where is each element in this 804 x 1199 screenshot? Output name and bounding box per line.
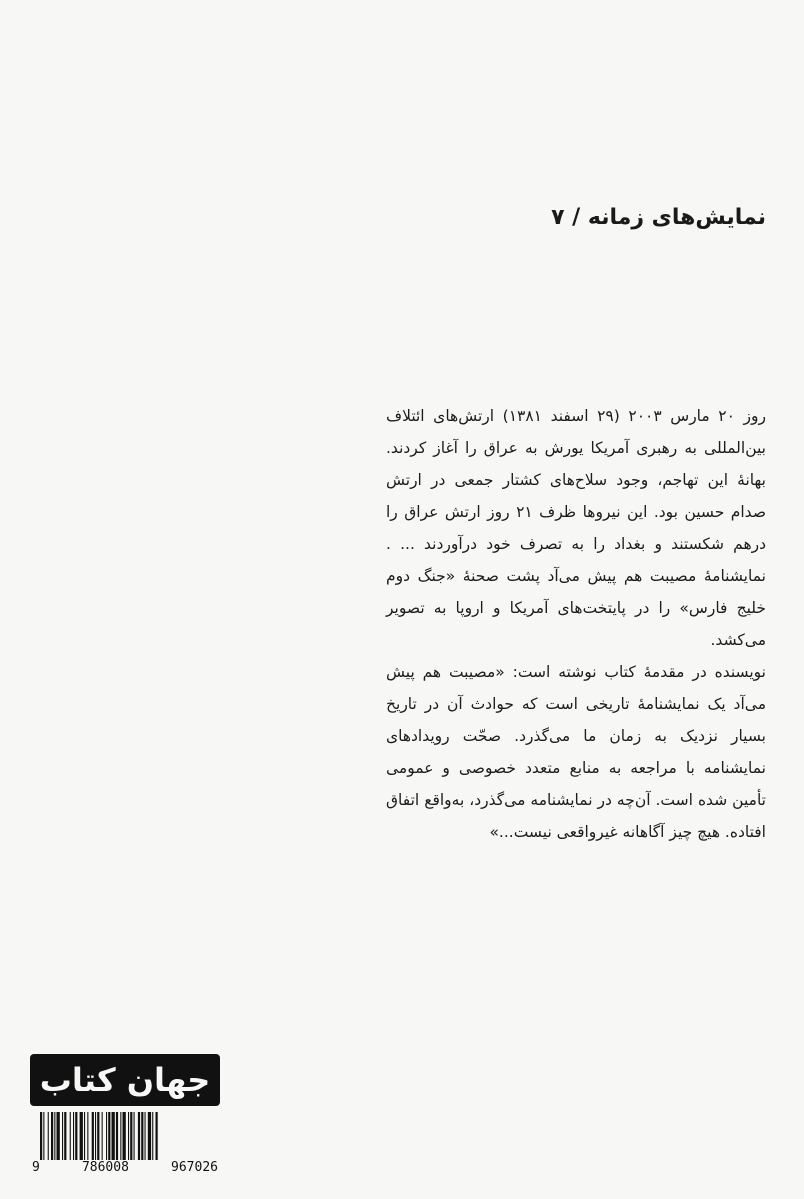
barcode-bar bbox=[70, 1112, 71, 1160]
barcode-bar bbox=[108, 1112, 110, 1160]
barcode-bar bbox=[128, 1112, 129, 1160]
barcode-digits-2: 786008 bbox=[81, 1160, 129, 1175]
barcode-bar bbox=[73, 1112, 74, 1160]
isbn-barcode-digits bbox=[30, 1160, 220, 1175]
barcode-bar bbox=[148, 1112, 151, 1160]
barcode-bar bbox=[64, 1112, 66, 1160]
barcode-digits-1: 9 bbox=[32, 1160, 40, 1175]
barcode-bars-icon bbox=[30, 1112, 220, 1160]
blurb-paragraph-1: روز ۲۰ مارس ۲۰۰۳ (۲۹ اسفند ۱۳۸۱) ارتش‌های ائتلاف بین‌المللی به رهبری آمریکا یورش به عراق را آغاز کردند. بهانهٔ این تهاجم، وجود سلاح‌های کشتار جمعی در ارتش صدام حسین بود. این نیروها ظرف ۲۱ روز ارتش عراق را درهم شکستند و بغداد را به تصرف خود درآوردند ... . نمایشنامهٔ مصیبت هم پیش می‌آد پشت صحنهٔ «جنگ دوم خلیج فارس» را در پایتخت‌های آمریکا و اروپا به تصویر می‌کشد. bbox=[386, 407, 766, 649]
barcode-bar bbox=[51, 1112, 53, 1160]
barcode-bar bbox=[87, 1112, 88, 1160]
barcode-bar bbox=[130, 1112, 132, 1160]
publisher-logo-text: جهان کتاب bbox=[39, 1061, 211, 1099]
barcode-bar bbox=[106, 1112, 107, 1160]
barcode-bar bbox=[156, 1112, 158, 1160]
barcode-bar bbox=[123, 1112, 126, 1160]
barcode-bar bbox=[62, 1112, 63, 1160]
barcode-digits-3: 967026 bbox=[171, 1160, 218, 1175]
barcode-bar bbox=[152, 1112, 153, 1160]
publisher-logo bbox=[30, 1054, 220, 1106]
series-title: نمایش‌های زمانه / ۷ bbox=[551, 205, 766, 230]
barcode-bar bbox=[40, 1112, 42, 1160]
barcode-bar bbox=[80, 1112, 83, 1160]
barcode-bar bbox=[145, 1112, 146, 1160]
barcode-bar bbox=[57, 1112, 60, 1160]
barcode-bar bbox=[138, 1112, 140, 1160]
barcode-bar bbox=[102, 1112, 103, 1160]
blurb-text bbox=[386, 400, 766, 848]
barcode-bar bbox=[84, 1112, 85, 1160]
barcode-bar bbox=[48, 1112, 49, 1160]
barcode-bar bbox=[116, 1112, 118, 1160]
barcode-bar bbox=[43, 1112, 44, 1160]
barcode-bar bbox=[112, 1112, 115, 1160]
barcode-bar bbox=[95, 1112, 96, 1160]
barcode-bar bbox=[54, 1112, 55, 1160]
barcode-bar bbox=[92, 1112, 94, 1160]
blurb-paragraph-2: نویسنده در مقدمهٔ کتاب نوشته است: «مصیبت هم پیش می‌آد یک نمایشنامهٔ تاریخی است که حوادث آن در تاریخ بسیار نزدیک به زمان ما می‌گذرد. صحّت رویدادهای نمایشنامه با مراجعه به منابع متعدد خصوصی و عمومی تأمین شده است. آن‌چه در نمایشنامه می‌گذرد، به‌واقع اتفاق افتاده. هیچ چیز آگاهانه غیرواقعی نیست...» bbox=[386, 663, 766, 841]
barcode-bar bbox=[134, 1112, 135, 1160]
barcode-bar bbox=[141, 1112, 143, 1160]
barcode-bar bbox=[97, 1112, 99, 1160]
barcode-bar bbox=[75, 1112, 77, 1160]
barcode-bar bbox=[120, 1112, 121, 1160]
